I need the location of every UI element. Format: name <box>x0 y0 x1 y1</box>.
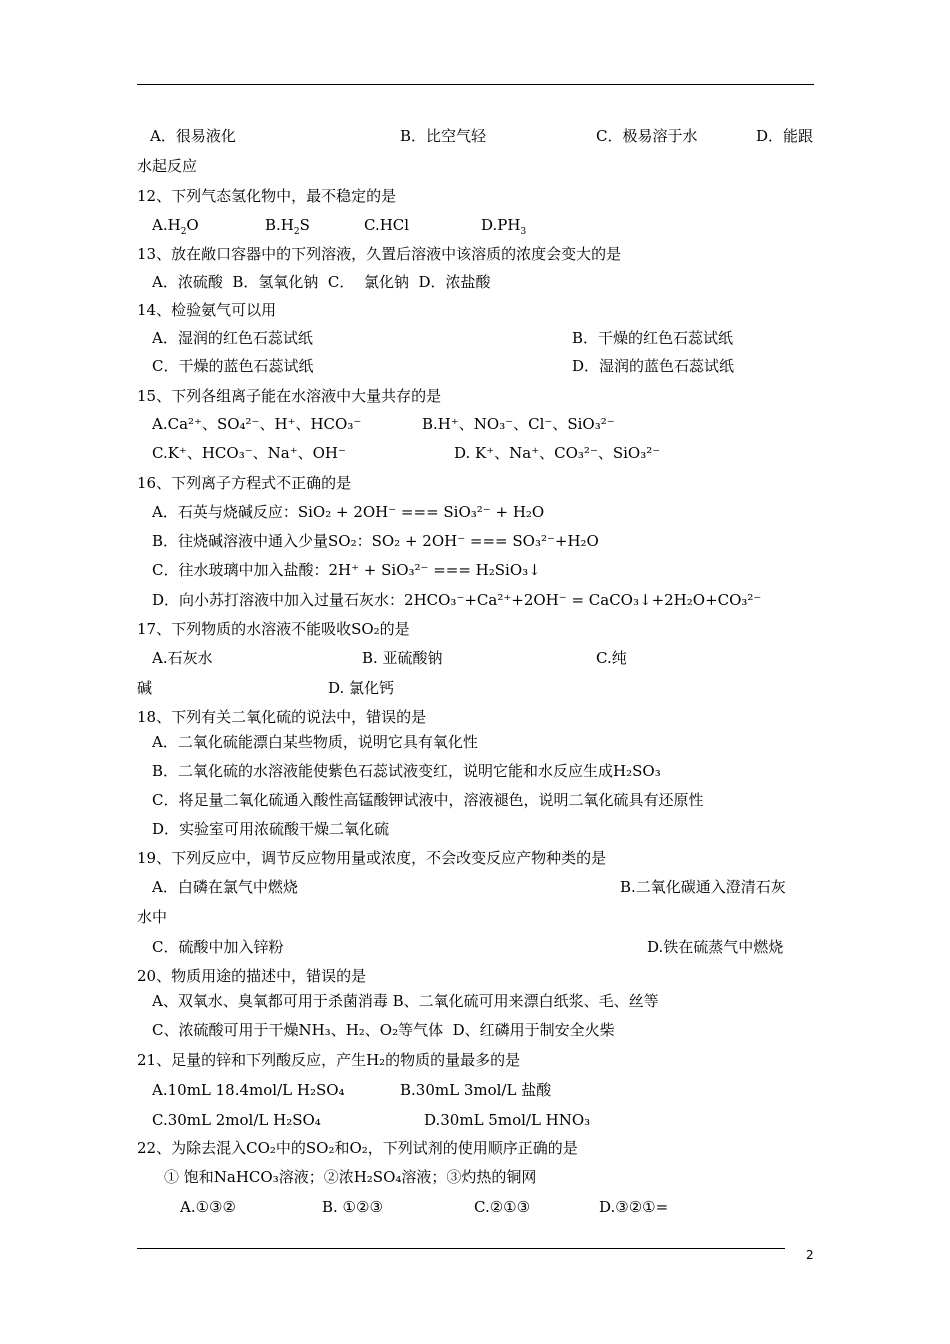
q15-option-b: B.H⁺、NO₃⁻、Cl⁻、SiO₃²⁻ <box>422 415 615 433</box>
q18-stem: 18、下列有关二氧化硫的说法中，错误的是 <box>137 708 427 726</box>
q21-option-b: B.30mL 3mol/L 盐酸 <box>400 1081 552 1099</box>
q12-option-a: $A.H_2O$ <box>152 216 199 237</box>
q11-option-b: B．比空气轻 <box>400 127 487 145</box>
q16-option-b: B．往烧碱溶液中通入少量SO₂：SO₂ + 2OH⁻ === SO₃²⁻+H₂O <box>152 532 599 550</box>
q19-option-d: D.铁在硫蒸气中燃烧 <box>647 938 784 956</box>
q12-stem: 12、下列气态氢化物中，最不稳定的是 <box>137 187 397 205</box>
q16-option-d: D．向小苏打溶液中加入过量石灰水：2HCO₃⁻+Ca²⁺+2OH⁻ = CaCO₃↓+2H₂O+CO₃²⁻ <box>152 591 762 609</box>
q18-option-b: B．二氧化硫的水溶液能使紫色石蕊试液变红，说明它能和水反应生成H₂SO₃ <box>152 762 661 780</box>
q19-stem: 19、下列反应中，调节反应物用量或浓度，不会改变反应产物种类的是 <box>137 849 607 867</box>
q11-option-a: A．很易液化 <box>150 127 236 145</box>
q17-option-c: C.纯 <box>596 649 627 667</box>
q19-option-c: C．硫酸中加入锌粉 <box>152 938 284 956</box>
q14-stem: 14、检验氨气可以用 <box>137 301 277 319</box>
q13-stem: 13、放在敞口容器中的下列溶液，久置后溶液中该溶质的浓度会变大的是 <box>137 245 622 263</box>
q18-option-d: D．实验室可用浓硫酸干燥二氧化硫 <box>152 820 390 838</box>
q14-option-b: B．干燥的红色石蕊试纸 <box>572 329 734 347</box>
q15-option-a: A.Ca²⁺、SO₄²⁻、H⁺、HCO₃⁻ <box>152 415 362 433</box>
q20-options-line-1: A、双氧水、臭氧都可用于杀菌消毒 B、二氧化硫可用来漂白纸浆、毛、丝等 <box>152 992 659 1010</box>
q22-option-b: B. ①②③ <box>322 1198 383 1216</box>
q14-option-c: C．干燥的蓝色石蕊试纸 <box>152 357 314 375</box>
q22-reagents: ① 饱和NaHCO₃溶液；②浓H₂SO₄溶液；③灼热的铜网 <box>164 1168 537 1186</box>
q14-option-a: A．湿润的红色石蕊试纸 <box>152 329 313 347</box>
q18-option-a: A．二氧化硫能漂白某些物质，说明它具有氧化性 <box>152 733 478 751</box>
q12-option-b: $B.H_2S$ <box>265 216 310 237</box>
q20-options-line-2: C、浓硫酸可用于干燥NH₃、H₂、O₂等气体 D、红磷用于制安全火柴 <box>152 1021 615 1039</box>
q21-stem: 21、足量的锌和下列酸反应，产生H₂的物质的量最多的是 <box>137 1051 521 1069</box>
q16-option-a: A．石英与烧碱反应：SiO₂ + 2OH⁻ === SiO₃²⁻ + H₂O <box>152 503 545 521</box>
q22-option-c: C.②①③ <box>474 1198 531 1216</box>
q19-option-a: A．白磷在氯气中燃烧 <box>152 878 298 896</box>
q16-stem: 16、下列离子方程式不正确的是 <box>137 474 352 492</box>
q21-option-c: C.30mL 2mol/L H₂SO₄ <box>152 1111 321 1129</box>
q11-option-d: D．能跟 <box>756 127 814 145</box>
q11-option-c: C．极易溶于水 <box>596 127 698 145</box>
q18-option-c: C．将足量二氧化硫通入酸性高锰酸钾试液中，溶液褪色，说明二氧化硫具有还原性 <box>152 791 704 809</box>
q22-stem: 22、为除去混入CO₂中的SO₂和O₂，下列试剂的使用顺序正确的是 <box>137 1139 578 1157</box>
q22-option-d: D.③②①= <box>599 1198 669 1216</box>
q15-option-c: C.K⁺、HCO₃⁻、Na⁺、OH⁻ <box>152 444 346 462</box>
q14-option-d: D．湿润的蓝色石蕊试纸 <box>572 357 735 375</box>
q21-option-a: A.10mL 18.4mol/L H₂SO₄ <box>152 1081 345 1099</box>
q11-option-d-continuation: 水起反应 <box>137 157 198 175</box>
q17-option-d: D. 氯化钙 <box>328 679 395 697</box>
q12-option-c: C.HCl <box>364 216 410 234</box>
q15-option-d: D. K⁺、Na⁺、CO₃²⁻、SiO₃²⁻ <box>454 444 661 462</box>
footer-rule <box>137 1248 785 1249</box>
q16-option-c: C．往水玻璃中加入盐酸：2H⁺ + SiO₃²⁻ === H₂SiO₃↓ <box>152 561 541 579</box>
q19-option-b: B.二氧化碳通入澄清石灰 <box>620 878 786 896</box>
q22-option-a: A.①③② <box>180 1198 236 1216</box>
q17-stem: 17、下列物质的水溶液不能吸收SO₂的是 <box>137 620 410 638</box>
q17-option-c-continuation: 碱 <box>137 679 153 697</box>
q13-options: A．浓硫酸 B．氢氧化钠 C． 氯化钠 D．浓盐酸 <box>152 273 491 291</box>
q17-option-a: A.石灰水 <box>152 649 213 667</box>
q19-option-b-continuation: 水中 <box>137 908 168 926</box>
q12-option-d: $D.PH_3$ <box>481 216 527 237</box>
q17-option-b: B. 亚硫酸钠 <box>362 649 443 667</box>
page-number: 2 <box>806 1248 814 1262</box>
q15-stem: 15、下列各组离子能在水溶液中大量共存的是 <box>137 387 442 405</box>
q20-stem: 20、物质用途的描述中，错误的是 <box>137 967 367 985</box>
q21-option-d: D.30mL 5mol/L HNO₃ <box>424 1111 591 1129</box>
header-rule <box>137 84 814 85</box>
